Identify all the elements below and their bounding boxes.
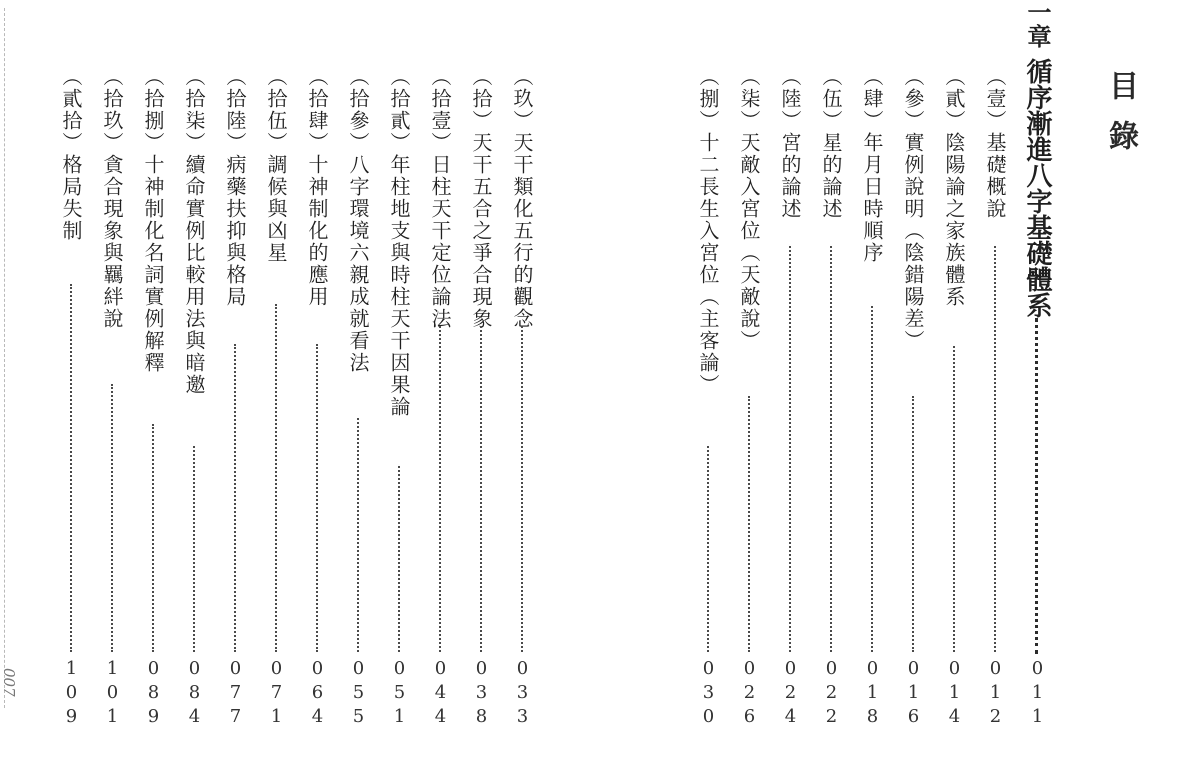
dot-leader — [152, 424, 156, 652]
dot-leader — [953, 346, 957, 652]
toc-entry-page: 024 — [780, 658, 801, 730]
chapter-page: 011 — [1027, 658, 1048, 730]
toc-entry-title: （拾肆）十神制化的應用 — [305, 66, 329, 308]
toc-entry-page: 077 — [225, 658, 246, 730]
toc-entry-title: （拾柒）續命實例比較用法與暗邀 — [182, 66, 206, 396]
toc-entry-page: 012 — [985, 658, 1006, 730]
dot-leader — [521, 326, 525, 652]
toc-entry-page: 055 — [348, 658, 369, 730]
toc-entry-page: 018 — [862, 658, 883, 730]
toc-entry-title: （拾捌）十神制化名詞實例解釋 — [141, 66, 165, 374]
toc-entry-title: （壹）基礎概說 — [983, 66, 1007, 220]
toc-entry-title: （陸）宮的論述 — [778, 66, 802, 220]
dot-leader — [789, 246, 793, 652]
toc-entry-page: 038 — [471, 658, 492, 730]
dot-leader — [193, 446, 197, 652]
dot-leader — [234, 344, 238, 652]
dot-leader — [111, 384, 115, 652]
toc-entry-page: 089 — [143, 658, 164, 730]
chapter-entry[interactable] — [1015, 0, 1059, 730]
toc-entry-page: 109 — [61, 658, 82, 730]
toc-entry-title: （拾貳）年柱地支與時柱天干因果論 — [387, 66, 411, 418]
dot-leader — [398, 466, 402, 652]
dot-leader — [748, 396, 752, 652]
toc-entry-page: 071 — [266, 658, 287, 730]
left-page — [0, 0, 594, 766]
toc-entry-page: 051 — [389, 658, 410, 730]
dot-leader — [70, 284, 74, 652]
toc-entry-title: （貳）陰陽論之家族體系 — [942, 66, 966, 308]
dot-leader — [1035, 318, 1038, 654]
toc-entry-title: （參）實例說明（陰錯陽差） — [901, 66, 925, 352]
toc-entry-title: （貳拾）格局失制 — [59, 66, 83, 242]
dot-leader — [439, 326, 443, 652]
toc-entry-page: 084 — [184, 658, 205, 730]
toc-entry-title: （柒）天敵入宮位（天敵說） — [737, 66, 761, 352]
toc-entry-page: 016 — [903, 658, 924, 730]
dot-leader — [994, 246, 998, 652]
toc-entry-title: （拾）天干五合之爭合現象 — [469, 66, 493, 330]
toc-entry-page: 022 — [821, 658, 842, 730]
toc-entry-title: （拾參）八字環境六親成就看法 — [346, 66, 370, 374]
toc-entry-title: （玖）天干類化五行的觀念 — [510, 66, 534, 330]
dot-leader — [316, 344, 320, 652]
toc-entry-title: （拾伍）調候與凶星 — [264, 66, 288, 264]
toc-entry-page: 033 — [512, 658, 533, 730]
folio-number: 007 — [0, 668, 18, 697]
toc-entry-page: 044 — [430, 658, 451, 730]
toc-entry-title: （拾壹）日柱天干定位論法 — [428, 66, 452, 330]
dot-leader — [830, 246, 834, 652]
page-spine — [4, 8, 5, 708]
dot-leader — [912, 396, 916, 652]
toc-entry-title: （拾陸）病藥扶抑與格局 — [223, 66, 247, 308]
toc-entry-title: （捌）十二長生入宮位（主客論） — [696, 66, 720, 396]
toc-entry-title: （拾玖）貪合現象與羈絆說 — [100, 66, 124, 330]
toc-entry-page: 064 — [307, 658, 328, 730]
dot-leader — [871, 306, 875, 652]
dot-leader — [707, 446, 711, 652]
toc-entry-title: （肆）年月日時順序 — [860, 66, 884, 264]
toc-entry-title: （伍）星的論述 — [819, 66, 843, 220]
chapter-title: 循序漸進八字基礎體系 — [1022, 58, 1052, 318]
dot-leader — [480, 326, 484, 652]
toc-entry-page: 026 — [739, 658, 760, 730]
toc-entry-page: 101 — [102, 658, 123, 730]
chapter-label: 一章 — [1023, 0, 1051, 48]
toc-entry-page: 030 — [698, 658, 719, 730]
toc-entry-page: 014 — [944, 658, 965, 730]
dot-leader — [275, 304, 279, 652]
dot-leader — [357, 418, 361, 652]
contents-heading: 目錄 — [1103, 70, 1138, 170]
